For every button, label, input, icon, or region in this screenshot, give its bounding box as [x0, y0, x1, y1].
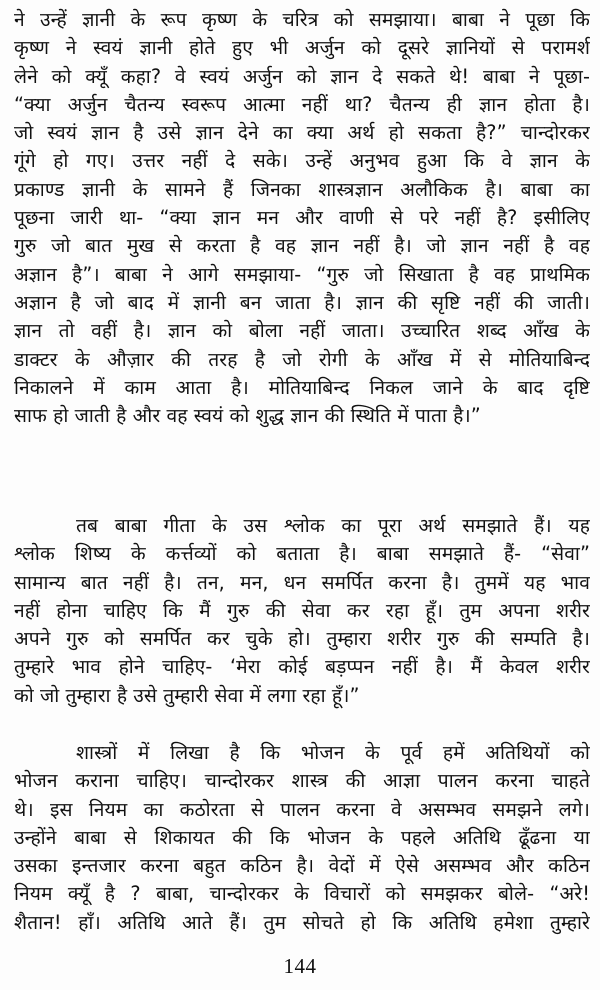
- text-line: लेने को क्यूँ कहा? वे स्वयं अर्जुन को ज्ञान दे सकते थे! बाबा ने पूछा-: [14, 64, 590, 88]
- text-line: डाक्टर के औज़ार की तरह है जो रोगी के आँख में से मोतियाबिन्द: [14, 347, 590, 371]
- text-line: तुम्हारे भाव होने चाहिए- ‘मेरा कोई बड़प्पन नहीं है। मैं केवल शरीर: [14, 655, 590, 679]
- text-line: शास्त्रों में लिखा है कि भोजन के पूर्व हमें अतिथियों को: [76, 741, 590, 764]
- text-line: अज्ञान है”। बाबा ने आगे समझाया- “गुरु जो सिखाता है वह प्राथमिक: [14, 262, 590, 286]
- text-line: जो स्वयं ज्ञान है उसे ज्ञान देने का क्या अर्थ हो सकता है?” चान्दोरकर: [14, 121, 590, 145]
- text-line: नियम क्यूँ है ? बाबा, चान्दोरकर के विचारों को समझकर बोले- “अरे!: [14, 882, 590, 906]
- paragraph-1: [14, 6, 590, 430]
- text-line: ज्ञान तो वहीं है। ज्ञान को बोला नहीं जाता। उच्चारित शब्द आँख के: [14, 319, 590, 343]
- text-line: पूछना जारी था- “क्या ज्ञान मन और वाणी से परे नहीं है? इसीलिए: [14, 206, 590, 230]
- text-line: गुरु जो बात मुख से करता है वह ज्ञान नहीं है। जो ज्ञान नहीं है वह: [14, 234, 590, 258]
- text-line: प्रकाण्ड ज्ञानी के सामने हैं जिनका शास्त्रज्ञान अलौकिक है। बाबा का: [14, 177, 590, 201]
- text-line: सामान्य बात नहीं है। तन, मन, धन समर्पित करना है। तुममें यह भाव: [14, 570, 590, 594]
- text-line: अज्ञान है जो बाद में ज्ञानी बन जाता है। ज्ञान की सृष्टि नहीं की जाती।: [14, 290, 590, 314]
- text-line: थे। इस नियम का कठोरता से पालन करना वे असम्भव समझने लगे।: [14, 797, 590, 821]
- text-line: गूंगे हो गए। उत्तर नहीं दे सके। उन्हें अनुभव हुआ कि वे ज्ञान के: [14, 149, 590, 173]
- text-line: साफ हो जाती है और वह स्वयं को शुद्ध ज्ञान की स्थिति में पाता है।”: [14, 404, 481, 428]
- text-line: अपने गुरु को समर्पित कर चुके हो। तुम्हारा शरीर गुरु की सम्पति है।: [14, 627, 590, 651]
- text-line: नहीं होना चाहिए कि मैं गुरु की सेवा कर रहा हूँ। तुम अपना शरीर: [14, 598, 590, 622]
- paragraph-3: [14, 739, 590, 937]
- text-line: उन्होंने बाबा से शिकायत की कि भोजन के पहले अतिथि ढूँढना या: [14, 825, 590, 849]
- text-line: शैतान! हाँ। अतिथि आते हैं। तुम सोचते हो कि अतिथि हमेशा तुम्हारे: [14, 910, 590, 934]
- page-number: 144: [283, 954, 317, 978]
- paragraph-2: [14, 512, 590, 710]
- text-line: ने उन्हें ज्ञानी के रूप कृष्ण के चरित्र को समझाया। बाबा ने पूछा कि: [14, 8, 590, 31]
- text-line: कृष्ण ने स्वयं ज्ञानी होते हुए भी अर्जुन को दूसरे ज्ञानियों से परामर्श: [14, 36, 590, 60]
- text-line: निकालने में काम आता है। मोतियाबिन्द निकल जाने के बाद दृष्टि: [14, 375, 590, 399]
- text-line: उसका इन्तजार करना बहुत कठिन है। वेदों में ऐसे असम्भव और कठिन: [14, 854, 590, 878]
- text-line: भोजन कराना चाहिए। चान्दोरकर शास्त्र की आज्ञा पालन करना चाहते: [14, 769, 590, 793]
- text-line: तब बाबा गीता के उस श्लोक का पूरा अर्थ समझाते हैं। यह: [76, 514, 590, 537]
- text-line: “क्या अर्जुन चैतन्य स्वरूप आत्मा नहीं था? चैतन्य ही ज्ञान होता है।: [14, 92, 590, 116]
- text-line: श्लोक शिष्य के कर्त्तव्यों को बताता है। बाबा समझाते हैं- “सेवा”: [14, 542, 590, 566]
- text-line: को जो तुम्हारा है उसे तुम्हारी सेवा में लगा रहा हूँ।”: [14, 683, 360, 707]
